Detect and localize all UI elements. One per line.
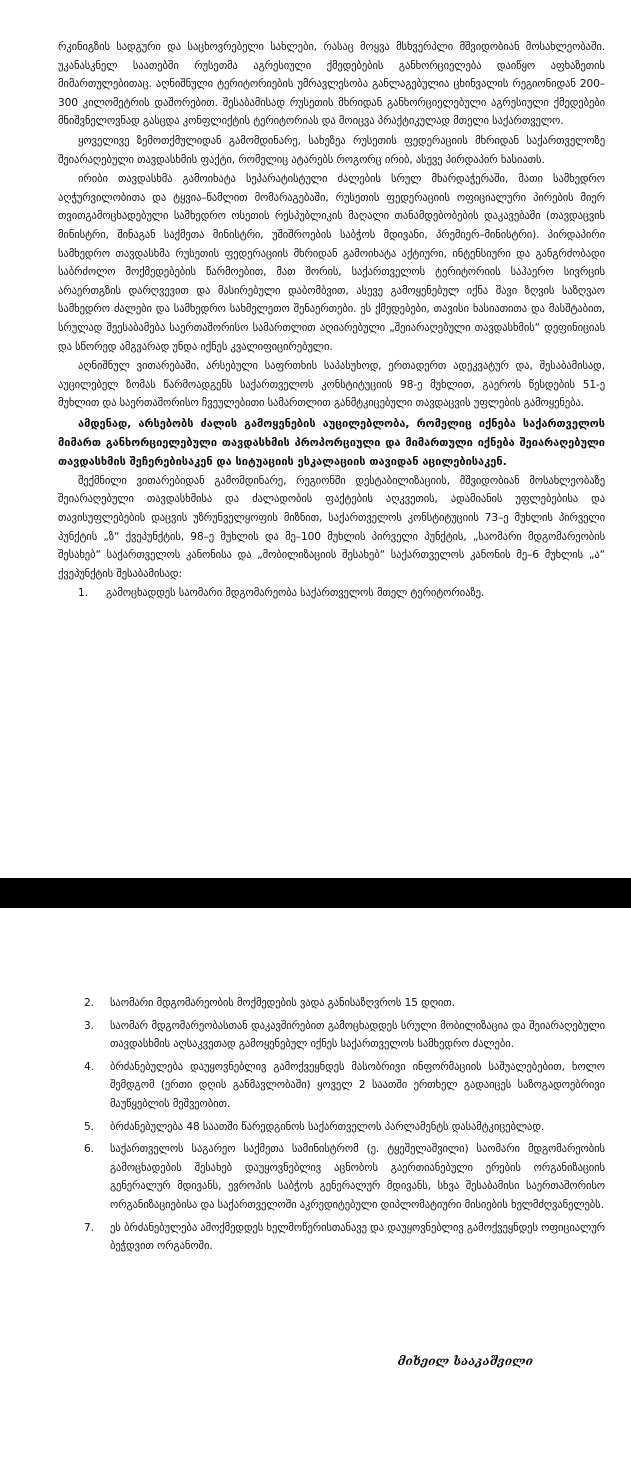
page-separator <box>0 878 631 908</box>
decree-item-text: ბრძანებულება 48 საათში წარედგინოს საქართველოს პარლამენტს დასამტკიცებლად. <box>110 1120 545 1133</box>
decree-item-text: ეს ბრძანებულება ამოქმედდეს ხელმოწერისთანავე და დაუყოვნებლივ გამოქვეყნდეს ოფიციალურ ბეჭდვით ორგანოში. <box>110 1221 605 1253</box>
paragraph: შექმნილი ვითარებიდან გამომდინარე, რეგიონში დესტაბილიზაციის, მშვიდობიან მოსახლეობაზე შეიარაღებული თავდასხმისა და ძალადობის ფაქტების აღკვეთის, ადამიანის უფლებებისა და თავისუფლებების დაცვის უზრუნველყოფის მიზნით, საქართველოს კონსტიტუციის 73–ე მუხლის პირველი პუნქტის „ზ“ ქვეპუნქტის, 98–ე მუხლის და მე–100 მუხლის პირველი პუნქტის, „საომარი მდგომარეობის შესახებ“ საქართველოს კანონისა და „მობილიზაციის შესახებ“ საქართველოს კანონის მე–6 მუხლის „ა“ ქვეპუნქტის შესაბამისად: <box>58 474 605 580</box>
paragraph: აღნიშნულ ვითარებაში, არსებული საფრთხის საპასუხოდ, ერთადერთ ადეკვატურ და, შესაბამისად, აუცილებელ ზომას წარმოადგენს საქართველოს კონსტიტუციის 98-ე მუხლით, გაეროს წესდების 51-ე მუხლით და საერთაშორისო ჩვეულებითი სამართლით განმტკიცებული თავდაცვის უფლების გამოყენება. <box>58 360 605 410</box>
decree-item-text: საომარ მდგომარეობასთან დაკავშირებით გამოცხადდეს სრული მობილიზაცია და შეიარაღებული თავდასხმის აღსაკვეთად გამოყენებულ იქნეს საქართველოს სამხედრო ძალები. <box>110 1019 605 1051</box>
decree-item <box>58 584 605 603</box>
decree-item-number: 1. <box>78 587 88 600</box>
paragraph: ირიბი თავდასხმა გამოიხატა სეპარატისტული ძალების სრულ მხარდაჭერაში, მათი სამხედრო აღჭურვილობითა და ტყვია–წამლით მომარაგებაში, რუსეთის ფედერაციის ოფიციალური პირების მიერ თვითგამოცხადებული სამხედრო ოსეთის რესპუბლიკის მაღალი თანამდებობების დაკავებაში (თავდაცვის მინისტრი, შინაგან საქმეთა მინისტრი, უშიშროების საბჭოს მდივანი, პრემიერ–მინისტრი). პირდაპირი სამხედრო თავდასხმა რუსეთის ფედერაციის მხრიდან გამოიხატა აქტიური, ინტენსიური და განგრძობადი საბრძოლო მოქმედებების წარმოებით, მათ შორის, საქართველოს ტერიტორიის საჰაერო სივრცის არაერთგზის დარღვევით და მასირებული დაბომბვით, ასევე გამოყენებულ იქნა შავი ზღვის საზღვაო სამხედრო ძალები და სამხედრო სახმელეთო შენაერთები. ეს ქმედებები, თავისი ხასიათითა და მასშტაბით, სრულად შეესაბამება საერთაშორისო სამართლით აღიარებული „შეიარაღებული თავდასხმის“ დეფინიციას და სწორედ ამგვარად უნდა იქნეს კვალიფიცირებული. <box>58 173 605 353</box>
signature: მიხეილ სააკაშვილი <box>397 1354 533 1368</box>
decree-item-number: 4. <box>84 1060 94 1073</box>
decree-item-text: გამოცხადდეს საომარი მდგომარეობა საქართველოს მთელ ტერიტორიაზე. <box>106 587 485 600</box>
decree-item-text: ბრძანებულება დაუყოვნებლივ გამოქვეყნდეს მასობრივი ინფორმაციის საშუალებებით, ხოლო შემდგომ (ერთი დღის განმავლობაში) ყოველ 2 საათში ერთხელ გადაიცეს საზოგადოებრივი მაუწყებლის მეშვეობით. <box>110 1060 605 1110</box>
decree-item-number: 7. <box>84 1221 94 1234</box>
paragraph: რკინიგზის სადგური და საცხოვრებელი სახლები, რასაც მოყვა მსხვერპლი მშვიდობიან მოსახლეობაში. უკანასკნელ საათებში რუსეთმა აგრესიული ქმედებების განხორციელება დაიწყო აფხაზეთის მიმართულებითაც. აღნიშნული ტერიტორიების უმრავლესობა განლაგებულია ცხინვალის რეგიონიდან 200–300 კილომეტრის დაშორებით. შესაბამისად რუსეთის მხრიდან განხორციელებული აგრესიული ქმედებები მნიშვნელოვნად გასცდა კონფლიქტის ტერიტორიას და მოიცვა პრაქტიკულად მთელი საქართველო. <box>58 41 605 128</box>
decree-item <box>72 1017 605 1054</box>
decree-item-text: საომარი მდგომარეობის მოქმედების ვადა განისაზღვროს 15 დღით. <box>110 997 455 1009</box>
decree-item <box>72 1219 605 1256</box>
decree-item-text: საქართველოს საგარეო საქმეთა სამინისტრომ (ე. ტყეშელაშვილი) საომარი მდგომარეობის გამოცხადების შესახებ დაუყოვნებლივ აცნობოს გაერთიანებული ერების ორგანიზაციის გენერალურ მდივანს, ევროპის საბჭოს გენერალურ მდივანს, სხვა შესაბამისი საერთაშორისო ორგანიზაციებისა და საქართველოში აკრედიტებული დიპლომატიური მისიების ხელმძღვანელებს. <box>110 1143 605 1211</box>
paragraph: ყოველივე ზემოთქმულიდან გამომდინარე, სახეზეა რუსეთის ფედერაციის მხრიდან საქართველოზე შეიარაღებული თავდასხმის ფაქტი, რომელიც ატარებს როგორც ირიბ, ასევე პირდაპირ ხასიათს. <box>58 134 605 166</box>
decree-item <box>72 994 605 1013</box>
decree-item-number: 5. <box>84 1120 94 1133</box>
decree-item-number: 2. <box>84 997 94 1009</box>
decree-item-number: 6. <box>84 1143 94 1156</box>
document-page-2 <box>0 908 631 1458</box>
decree-item <box>72 1058 605 1114</box>
decree-item-number: 3. <box>84 1019 94 1032</box>
decree-item <box>72 1140 605 1214</box>
decree-item <box>72 1118 605 1137</box>
bold-paragraph: ამდენად, არსებობს ძალის გამოყენების აუცილებლობა, რომელიც იქნება საქართველოს მიმართ განხორციელებული თავდასხმის პროპორციული და მიმართული იქნება შეიარაღებული თავდასხმის შეჩერებისაკენ და სიტუაციის ესკალაციის თავიდან აცილებისაკენ. <box>58 416 605 468</box>
